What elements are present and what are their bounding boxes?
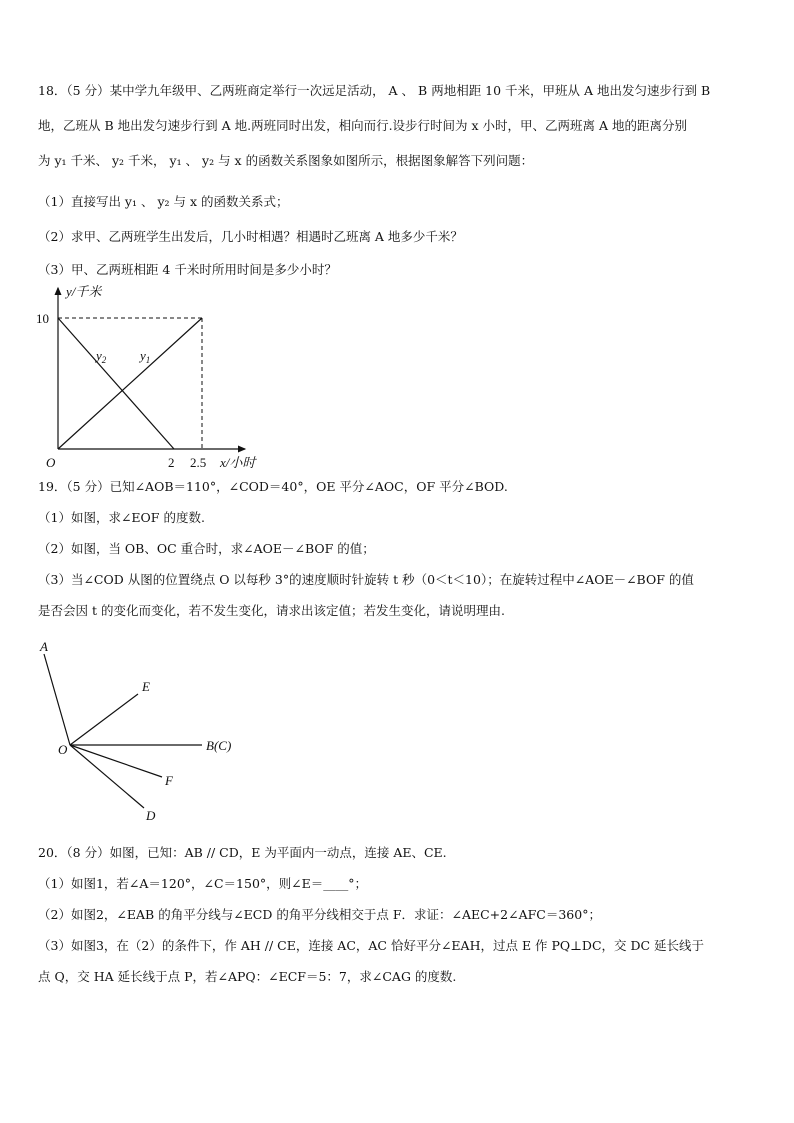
y-axis-label: y/千米	[66, 284, 102, 299]
x-tick-2: 2	[168, 455, 175, 470]
q19-sub-3b: 是否会因 t 的变化而变化，若不发生变化，请求出该定值；若发生变化，请说明理由.	[38, 603, 505, 618]
y-tick-10: 10	[36, 311, 49, 326]
line-y2	[58, 318, 174, 449]
point-a-label: A	[40, 639, 48, 654]
q20-sub-3a: （3）如图3，在（2）的条件下，作 AH // CE，连接 AC，AC 恰好平分∠EAH，过点 E 作 PQ⊥DC，交 DC 延长线于	[38, 938, 705, 953]
point-o-label: O	[58, 742, 68, 757]
q18-line-2: 地，乙班从 B 地出发匀速步行到 A 地.两班同时出发，相向而行.设步行时间为 x 小时，甲、乙两班离 A 地的距离分别	[38, 118, 688, 133]
origin-label: O	[46, 455, 56, 470]
q20-sub-3b: 点 Q，交 HA 延长线于点 P，若∠APQ：∠ECF＝5：7，求∠CAG 的度数.	[38, 969, 457, 984]
q18-sub-3: （3）甲、乙两班相距 4 千米时所用时间是多少小时？	[38, 262, 337, 277]
ray-of	[70, 745, 162, 777]
q19-line-1: 19．（5 分）已知∠AOB＝110°，∠COD＝40°，OE 平分∠AOC，OF 平分∠BOD.	[38, 479, 508, 494]
q18-sub-1: （1）直接写出 y₁ 、 y₂ 与 x 的函数关系式；	[38, 194, 289, 209]
q20-line-1: 20．（8 分）如图，已知：AB // CD，E 为平面内一动点，连接 AE、CE.	[38, 845, 447, 860]
x-tick-2-5: 2.5	[190, 455, 207, 470]
ray-oe	[70, 694, 138, 745]
x-axis-label: x/小时	[220, 455, 256, 470]
label-y1: $y_1$	[140, 348, 151, 365]
point-e-label: E	[142, 679, 150, 694]
q20-sub-1: （1）如图1，若∠A＝120°，∠C＝150°，则∠E＝____°；	[38, 876, 368, 891]
q18-line-1: 18．（5 分）某中学九年级甲、乙两班商定举行一次远足活动， A 、 B 两地相距 10 千米，甲班从 A 地出发匀速步行到 B	[38, 83, 711, 98]
q19-sub-2: （2）如图，当 OB、OC 重合时，求∠AOE－∠BOF 的值；	[38, 541, 375, 556]
q20-sub-2: （2）如图2，∠EAB 的角平分线与∠ECD 的角平分线相交于点 F．求证：∠AEC+2∠AFC＝360°；	[38, 907, 601, 922]
angle-figure	[30, 636, 260, 828]
q19-sub-1: （1）如图，求∠EOF 的度数.	[38, 510, 205, 525]
label-y2: $y_2$	[96, 348, 107, 365]
line-y1	[58, 318, 202, 449]
ray-oa	[44, 654, 70, 745]
point-d-label: D	[146, 808, 156, 823]
point-bc-label: B(C)	[206, 738, 232, 753]
q19-sub-3a: （3）当∠COD 从图的位置绕点 O 以每秒 3°的速度顺时针旋转 t 秒（0＜t＜10）；在旋转过程中∠AOE－∠BOF 的值	[38, 572, 694, 587]
function-graph	[30, 282, 280, 474]
q18-line-3: 为 y₁ 千米、 y₂ 千米， y₁ 、 y₂ 与 x 的函数关系图象如图所示，根据图象解答下列问题：	[38, 153, 534, 168]
point-f-label: F	[165, 773, 173, 788]
ray-od	[70, 745, 144, 808]
q18-sub-2: （2）求甲、乙两班学生出发后，几小时相遇？相遇时乙班离 A 地多少千米？	[38, 229, 463, 244]
